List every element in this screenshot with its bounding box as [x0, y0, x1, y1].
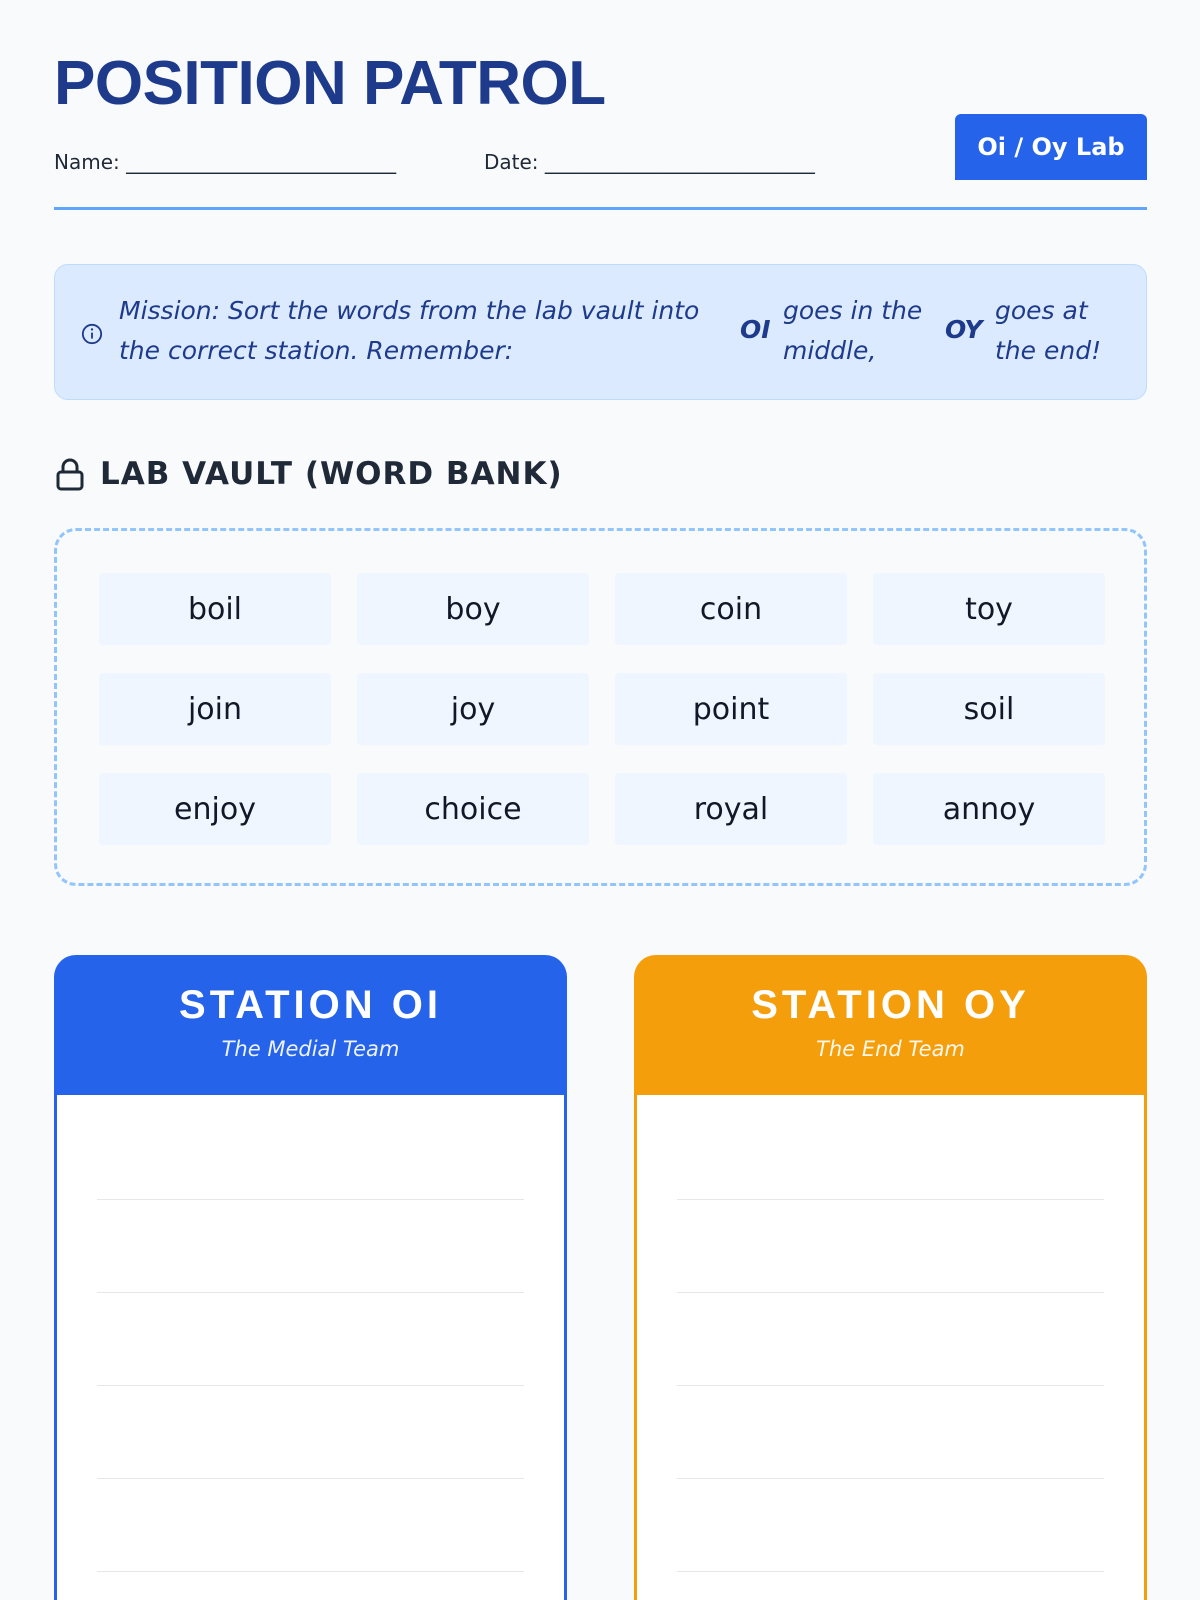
writing-line[interactable] [97, 1199, 524, 1200]
mission-box [54, 264, 1147, 400]
oi-rule-text: goes in the middle, [783, 296, 923, 365]
name-field[interactable]: Name: ___________________________ [54, 150, 397, 174]
word-card[interactable]: joy [357, 673, 589, 745]
word-card[interactable]: royal [615, 773, 847, 845]
station-oy [634, 955, 1147, 1600]
word-card[interactable]: choice [357, 773, 589, 845]
station-oi [54, 955, 567, 1600]
oi-highlight: OI [740, 315, 771, 344]
header-divider [54, 207, 1147, 210]
station-oi-writing-area[interactable] [54, 1095, 567, 1600]
oy-highlight: OY [945, 315, 983, 344]
word-card[interactable]: soil [873, 673, 1105, 745]
word-bank [54, 528, 1147, 886]
date-field[interactable]: Date: ___________________________ [484, 150, 815, 174]
writing-line[interactable] [677, 1292, 1104, 1293]
writing-line[interactable] [97, 1478, 524, 1479]
station-oy-subtitle: The End Team [816, 1037, 965, 1061]
station-oy-writing-area[interactable] [634, 1095, 1147, 1600]
word-grid [99, 573, 1105, 845]
writing-line[interactable] [97, 1292, 524, 1293]
station-oi-title: STATION OI [179, 983, 442, 1027]
mission-text: Mission: Sort the words from the lab vault into the correct station. Remember: [119, 296, 700, 365]
word-card[interactable]: boy [357, 573, 589, 645]
vault-heading-label: LAB VAULT (WORD BANK) [100, 456, 563, 492]
word-card[interactable]: toy [873, 573, 1105, 645]
station-oy-header [634, 955, 1147, 1095]
oy-rule-text: goes at the end! [995, 296, 1102, 365]
word-card[interactable]: join [99, 673, 331, 745]
writing-line[interactable] [97, 1571, 524, 1572]
lock-icon [54, 457, 86, 491]
station-oy-title: STATION OY [751, 983, 1030, 1027]
vault-heading [54, 456, 563, 492]
word-card[interactable]: coin [615, 573, 847, 645]
word-card[interactable]: enjoy [99, 773, 331, 845]
station-oi-subtitle: The Medial Team [221, 1037, 400, 1061]
lab-badge: Oi / Oy Lab [955, 114, 1147, 180]
station-oi-header [54, 955, 567, 1095]
word-card[interactable]: boil [99, 573, 331, 645]
writing-line[interactable] [97, 1385, 524, 1386]
word-card[interactable]: annoy [873, 773, 1105, 845]
writing-line[interactable] [677, 1199, 1104, 1200]
name-date-row [54, 150, 815, 174]
info-icon [81, 323, 103, 345]
word-card[interactable]: point [615, 673, 847, 745]
writing-line[interactable] [677, 1385, 1104, 1386]
writing-line[interactable] [677, 1571, 1104, 1572]
page-title: POSITION PATROL [54, 49, 606, 118]
writing-line[interactable] [677, 1478, 1104, 1479]
